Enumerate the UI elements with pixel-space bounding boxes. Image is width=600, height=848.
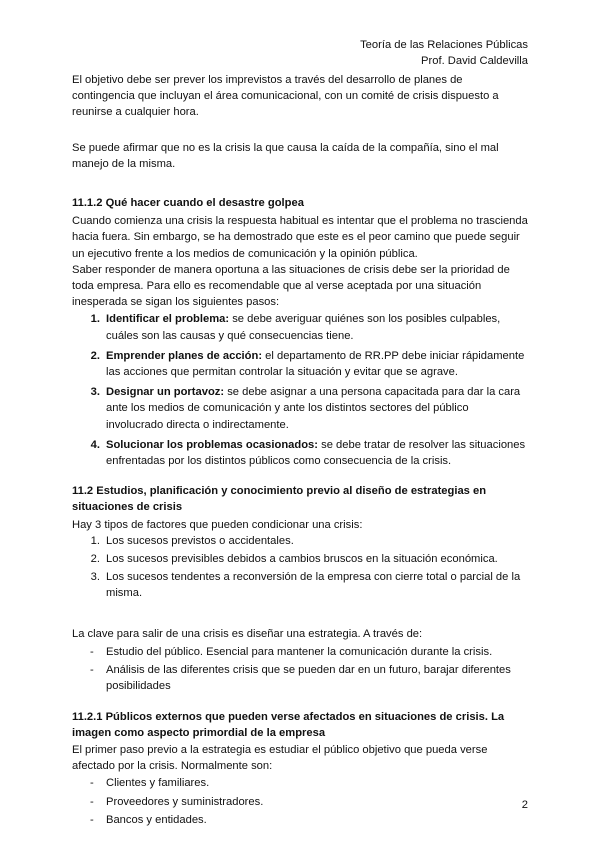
page-header xyxy=(360,37,528,69)
list-item xyxy=(72,644,528,660)
list-number: 2. xyxy=(90,349,100,362)
list-number: 3. xyxy=(90,571,100,584)
list-dash: - xyxy=(90,664,94,677)
intro-paragraph-2: Se puede afirmar que no es la crisis la que causa la caída de la compañía, sino el mal manejo de la misma. xyxy=(72,141,499,170)
list-item-text: Estudio del público. Esencial para mantener la comunicación durante la crisis. xyxy=(106,645,493,658)
s2-paragraph-2: La clave para salir de una crisis es diseñar una estrategia. A través de: xyxy=(72,627,423,640)
section-heading-11-2-1: 11.2.1 Públicos externos que pueden verse afectados en situaciones de crisis. La imagen como aspecto primordial de la empresa xyxy=(72,710,505,739)
list-dash: - xyxy=(90,813,94,826)
list-item xyxy=(72,533,528,549)
section-heading-11-2: 11.2 Estudios, planificación y conocimiento previo al diseño de estrategias en situaciones de crisis xyxy=(72,485,487,514)
factors-list xyxy=(72,533,528,602)
s3-paragraph-1: El primer paso previo a la estrategia es estudiar el público objetivo que pueda verse afectado por la crisis. Normalmente son: xyxy=(72,743,488,773)
list-number: 4. xyxy=(90,438,100,451)
header-professor: Prof. David Caldevilla xyxy=(421,55,528,67)
list-item xyxy=(72,311,528,343)
section-heading-11-1-2: 11.1.2 Qué hacer cuando el desastre golpea xyxy=(72,197,304,210)
list-dash: - xyxy=(90,645,94,658)
s2-paragraph-1: Hay 3 tipos de factores que pueden condicionar una crisis: xyxy=(72,518,363,531)
list-item-text: Los sucesos previstos o accidentales. xyxy=(106,534,294,547)
list-item-text: Los sucesos tendentes a reconversión de la empresa con cierre total o parcial de la misma. xyxy=(106,571,521,600)
list-dash: - xyxy=(90,777,94,790)
list-item-text: Análisis de las diferentes crisis que se pueden dar en un futuro, barajar diferentes posibilidades xyxy=(106,664,511,693)
s1-paragraph-2: Saber responder de manera oportuna a las situaciones de crisis debe ser la prioridad de toda empresa. Para ello es recomendable que al verse aceptada por una situación inesperada se sigan los siguientes pasos: xyxy=(72,263,510,309)
list-number: 1. xyxy=(90,534,100,547)
list-dash: - xyxy=(90,795,94,808)
list-item xyxy=(72,775,528,791)
list-item xyxy=(72,551,528,567)
list-item xyxy=(72,794,528,810)
list-item-title: Designar un portavoz: xyxy=(106,386,225,399)
list-item xyxy=(72,384,528,433)
steps-list xyxy=(72,311,528,469)
publics-list xyxy=(72,775,528,828)
list-item-title: Solucionar los problemas ocasionados: xyxy=(106,438,318,451)
header-course-title: Teoría de las Relaciones Públicas xyxy=(360,39,528,51)
list-item-text: Proveedores y suministradores. xyxy=(106,795,264,808)
list-item-text: se debe tratar de resolver las situaciones enfrentadas por los distintos públicos como consecuencia de la crisis. xyxy=(106,438,526,468)
list-item-text: Los sucesos previsibles debidos a cambios bruscos en la situación económica. xyxy=(106,553,498,566)
list-number: 3. xyxy=(90,386,100,399)
list-number: 2. xyxy=(90,553,100,566)
list-item xyxy=(72,437,528,469)
list-item xyxy=(72,569,528,601)
list-item-text: Bancos y entidades. xyxy=(106,813,207,826)
list-item xyxy=(72,348,528,380)
list-item-title: Emprender planes de acción: xyxy=(106,349,263,362)
list-number: 1. xyxy=(90,313,100,326)
page-body xyxy=(72,72,528,830)
list-item-text: el departamento de RR.PP debe iniciar rápidamente las acciones que permitan controlar la situación y evitar que se agrave. xyxy=(106,349,525,379)
page-number: 2 xyxy=(521,799,528,811)
list-item-text: se debe asignar a una persona capacitada para dar la cara ante los medios de comunicación y ante los distintos sectores del público involucrado directa o indirectamente. xyxy=(106,386,521,431)
intro-paragraph-1: El objetivo debe ser prever los imprevistos a través del desarrollo de planes de contingencia que incluyan el área comunicacional, con un comité de crisis dispuesto a reunirse a cualquier hora. xyxy=(72,74,499,119)
list-item xyxy=(72,812,528,828)
list-item-text: se debe averiguar quiénes son los posibles culpables, cuáles son las causas y qué consecuencias tiene. xyxy=(106,313,501,342)
s1-paragraph-1: Cuando comienza una crisis la respuesta habitual es intentar que el problema no trascienda hacia fuera. Sin embargo, se ha demostrado que este es el peor camino que puede seguir un ejecutivo frente a los medios de comunicación y la opinión pública. xyxy=(72,215,528,260)
list-item-text: Clientes y familiares. xyxy=(106,777,210,790)
list-item-title: Identificar el problema: xyxy=(106,313,230,326)
strategy-list xyxy=(72,644,528,695)
list-item xyxy=(72,662,528,694)
